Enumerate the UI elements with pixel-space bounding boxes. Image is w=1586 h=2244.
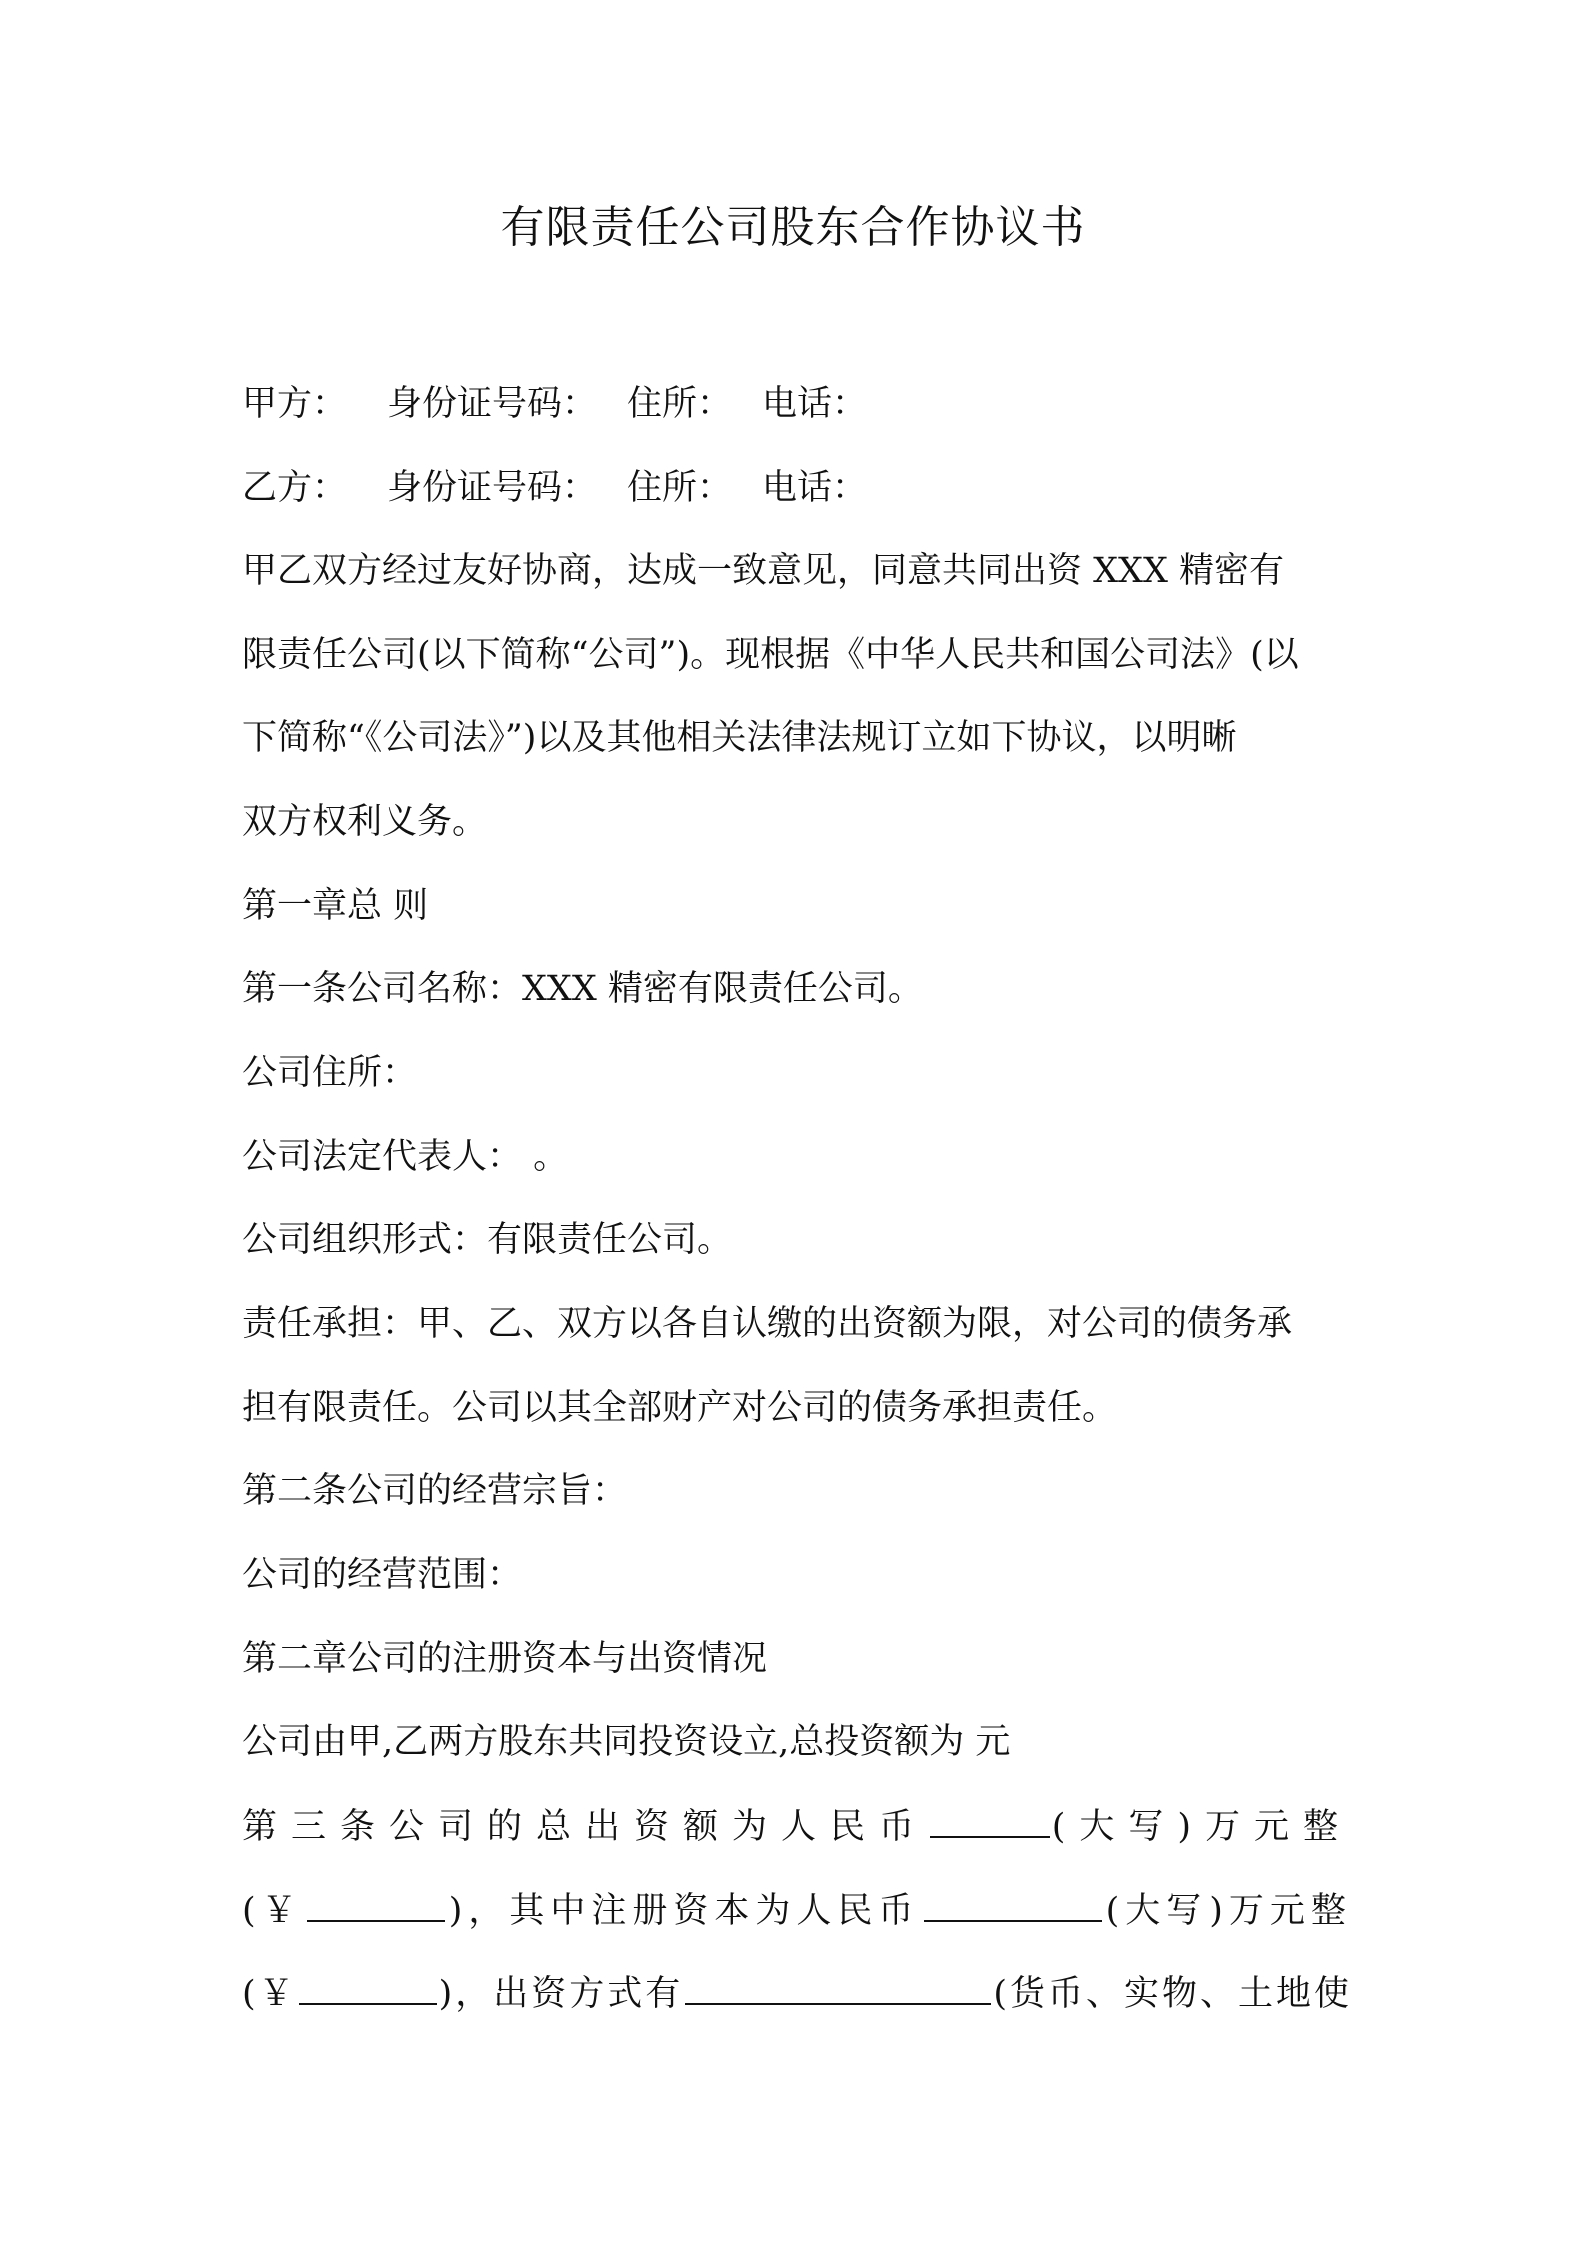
party-b-line bbox=[242, 462, 1352, 514]
article-3-line-1-prefix: 第三条公司的总出资额为人民币 bbox=[242, 1807, 929, 1847]
contribution-method-blank[interactable] bbox=[685, 1967, 991, 2005]
article-3-line-2-middle: )，其中注册资本为人民币 bbox=[448, 1891, 920, 1931]
registered-capital-yuan-blank[interactable] bbox=[299, 1967, 437, 2005]
business-scope: 公司的经营范围： bbox=[242, 1555, 523, 1595]
article-3-line-2-suffix-b: )万元整 bbox=[1209, 1891, 1352, 1931]
article-3-line-2-suffix-a: (大写 bbox=[1105, 1891, 1208, 1931]
liability-line-1: 责任承担：甲、乙、双方以各自认缴的出资额为限，对公司的债务承 bbox=[242, 1304, 1293, 1344]
document-title: 有限责任公司股东合作协议书 bbox=[500, 202, 1086, 253]
chapter-2-heading: 第二章公司的注册资本与出资情况 bbox=[242, 1639, 768, 1679]
party-b-id-label: 身份证号码： bbox=[387, 468, 598, 508]
intro-line-1: 甲乙双方经过友好协商，达成一致意见，同意共同出资 XXX 精密有 bbox=[242, 551, 1285, 591]
total-capital-yuan-blank[interactable] bbox=[307, 1884, 445, 1922]
article-3-line-2 bbox=[242, 1884, 1352, 1936]
article-3-line-3 bbox=[242, 1967, 1352, 2019]
party-b-label: 乙方： bbox=[242, 468, 348, 508]
intro-line-2: 限责任公司(以下简称“公司”)。现根据《中华人民共和国公司法》(以 bbox=[242, 635, 1299, 675]
party-a-id-label: 身份证号码： bbox=[387, 384, 598, 424]
party-b-address-label: 住所： bbox=[627, 468, 733, 508]
liability-line-2: 担有限责任。公司以其全部财产对公司的债务承担责任。 bbox=[242, 1388, 1118, 1428]
party-a-address-label: 住所： bbox=[627, 384, 733, 424]
party-a-label: 甲方： bbox=[242, 384, 348, 424]
article-3-line-3-suffix: (货币、实物、土地使 bbox=[993, 1974, 1352, 2014]
total-capital-blank[interactable] bbox=[930, 1800, 1050, 1838]
intro-line-3: 下简称“《公司法》”)以及其他相关法律法规订立如下协议，以明晰 bbox=[242, 718, 1237, 758]
intro-line-4: 双方权利义务。 bbox=[242, 802, 488, 842]
article-3-line-3-middle: )，出资方式有 bbox=[438, 1974, 684, 2014]
legal-representative: 公司法定代表人： 。 bbox=[242, 1137, 569, 1177]
company-address: 公司住所： bbox=[242, 1053, 418, 1093]
article-3-line-2-prefix: (￥ bbox=[242, 1891, 303, 1931]
registered-capital-blank[interactable] bbox=[924, 1884, 1102, 1922]
article-2-purpose: 第二条公司的经营宗旨： bbox=[242, 1471, 628, 1511]
article-1-company-name: 第一条公司名称：XXX 精密有限责任公司。 bbox=[242, 969, 923, 1009]
article-3-line-3-prefix: (￥ bbox=[242, 1974, 297, 2014]
party-a-phone-label: 电话： bbox=[762, 384, 868, 424]
organization-form: 公司组织形式：有限责任公司。 bbox=[242, 1220, 733, 1260]
total-investment: 公司由甲,乙两方股东共同投资设立,总投资额为 元 bbox=[242, 1722, 1011, 1762]
chapter-1-heading: 第一章总 则 bbox=[242, 886, 429, 926]
party-a-line bbox=[242, 378, 1352, 430]
article-3-line-1-suffix-a: (大写 bbox=[1051, 1807, 1178, 1847]
party-b-phone-label: 电话： bbox=[762, 468, 868, 508]
article-3-line-1-suffix-b: )万元整 bbox=[1177, 1807, 1352, 1847]
article-3-line-1 bbox=[242, 1800, 1352, 1852]
